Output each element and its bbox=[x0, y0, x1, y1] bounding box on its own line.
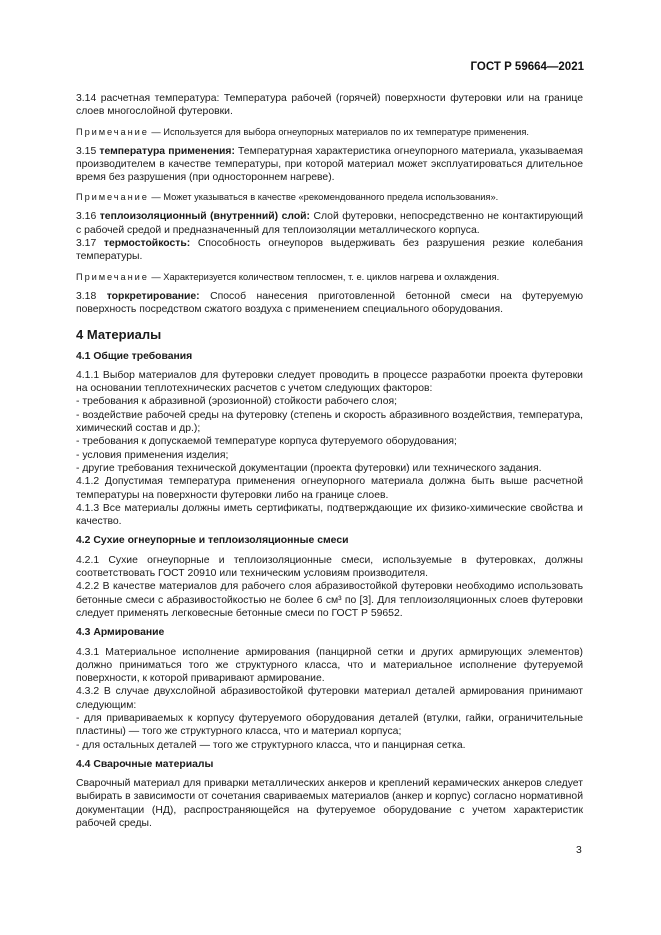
term-definition: Слой футеровки, непосредственно не контактирующий с рабочей средой и предназначенный для теплоизоляции металлического корпуса. bbox=[76, 211, 584, 236]
term-name: температура применения: bbox=[99, 145, 235, 157]
term-number: 3.18 bbox=[76, 290, 97, 302]
note-3-14 bbox=[76, 126, 583, 138]
paragraph-4-4: Сварочный материал для приварки металлических анкеров и креплений керамических анкеров следует выбирать в зависимости от сочетания свариваемых материалов (анкер и корпус) согласно нормативной документации (НД), распространяющейся на футеруемое оборудование с учетом характеристик рабочей среды. bbox=[76, 778, 583, 830]
term-definition: Способ нанесения приготовленной бетонной смеси на футеруемую поверхность посредством сжатого воздуха с применением специального оборудования. bbox=[76, 290, 584, 315]
term-definition: Температурная характеристика огнеупорного материала, указываемая производителем в качестве температуры, при которой материал может эксплуатироваться длительное время без разрушения (при одностороннем нагреве). bbox=[76, 145, 583, 184]
paragraph-4-3-1: 4.3.1 Материальное исполнение армирования (панцирной сетки и других армирующих элементов) должно приниматься того же структурного класса, что и материальное исполнение футеруемой поверхности, к которой приваривают армирование. bbox=[76, 646, 583, 685]
term-name: теплоизоляционный (внутренний) слой: bbox=[99, 211, 311, 223]
list-item: - другие требования технической документации (проекта футеровки) или технического задания. bbox=[76, 462, 542, 474]
section-title: 4 Материалы bbox=[76, 327, 162, 343]
paragraph-4-1-1: 4.1.1 Выбор материалов для футеровки следует проводить в процессе разработки проекта футеровки на основании теплотехнических расчетов с учетом следующих факторов: bbox=[76, 369, 583, 395]
term-name: термостойкость: bbox=[103, 238, 191, 250]
term-number: 3.17 bbox=[76, 238, 97, 250]
paragraph-4-2-2: 4.2.2 В качестве материалов для рабочего слоя абразивостойкой футеровки необходимо использовать бетонные смеси с абразивостойкостью не более 6 см³ по [3]. Для теплоизоляционных слоев футеровки следует применять легковесные бетонные смеси по ГОСТ Р 59652. bbox=[76, 581, 583, 619]
list-item: - требования к абразивной (эрозионной) стойкости рабочего слоя; bbox=[76, 396, 398, 408]
note-3-17 bbox=[76, 271, 583, 283]
term-name: торкретирование: bbox=[106, 290, 200, 302]
note-label: Примечание bbox=[76, 271, 149, 282]
paragraph-3-14: 3.14 расчетная температура: Температура рабочей (горячей) поверхности футеровки или на границе слоев многослойной футеровки. bbox=[76, 93, 583, 118]
paragraph-4-2-1: 4.2.1 Сухие огнеупорные и теплоизоляционные смеси, используемые в футеровках, должны соответствовать ГОСТ 20910 или техническим условиям производителя. bbox=[76, 554, 583, 580]
term-number: 3.15 bbox=[76, 145, 97, 157]
document-body bbox=[76, 92, 583, 830]
term-number: 3.16 bbox=[76, 211, 97, 223]
paragraph-3-18 bbox=[76, 290, 583, 317]
note-label: Примечание bbox=[76, 192, 149, 203]
list-item: - условия применения изделия; bbox=[76, 449, 229, 461]
paragraph-4-1-3: 4.1.3 Все материалы должны иметь сертификаты, подтверждающие их физико-химические свойства и качество. bbox=[76, 502, 583, 528]
note-text: — Может указываться в качестве «рекомендованного предела использования». bbox=[151, 192, 499, 203]
paragraph-3-15 bbox=[76, 145, 583, 185]
paragraph-3-17 bbox=[76, 237, 583, 264]
note-label: Примечание bbox=[76, 126, 149, 137]
list-item: - для привариваемых к корпусу футеруемого оборудования деталей (втулки, гайки, ограничительные пластины) — того же структурного класса, что и материал корпуса; bbox=[76, 712, 583, 738]
list-item: - требования к допускаемой температуре корпуса футеруемого оборудования; bbox=[76, 436, 457, 448]
document-header: ГОСТ Р 59664—2021 bbox=[470, 61, 584, 73]
note-text: — Характеризуется количеством теплосмен, т. е. циклов нагрева и охлаждения. bbox=[151, 271, 500, 282]
subsection-title-4-4: 4.4 Сварочные материалы bbox=[76, 758, 214, 770]
page-number: 3 bbox=[576, 845, 582, 856]
list-item: - воздействие рабочей среды на футеровку (степень и скорость абразивного воздействия, температура, химический состав и др.); bbox=[76, 409, 583, 435]
note-3-15 bbox=[76, 191, 583, 203]
term-definition: Способность огнеупоров выдерживать без разрушения резкие колебания температуры. bbox=[76, 238, 584, 263]
paragraph-4-3-2: 4.3.2 В случае двухслойной абразивостойкой футеровки материал деталей армирования принимают следующим: bbox=[76, 686, 583, 711]
note-text: — Используется для выбора огнеупорных материалов по их температуре применения. bbox=[151, 126, 529, 137]
paragraph-3-16 bbox=[76, 210, 583, 237]
subsection-title-4-3: 4.3 Армирование bbox=[76, 627, 165, 639]
subsection-title-4-1: 4.1 Общие требования bbox=[76, 350, 193, 362]
list-item: - для остальных деталей — того же структурного класса, что и панцирная сетка. bbox=[76, 739, 466, 751]
paragraph-4-1-2: 4.1.2 Допустимая температура применения огнеупорного материала должна быть выше расчетной температуры на поверхности футеровки либо на границе слоев. bbox=[76, 476, 583, 501]
subsection-title-4-2: 4.2 Сухие огнеупорные и теплоизоляционные смеси bbox=[76, 535, 349, 547]
